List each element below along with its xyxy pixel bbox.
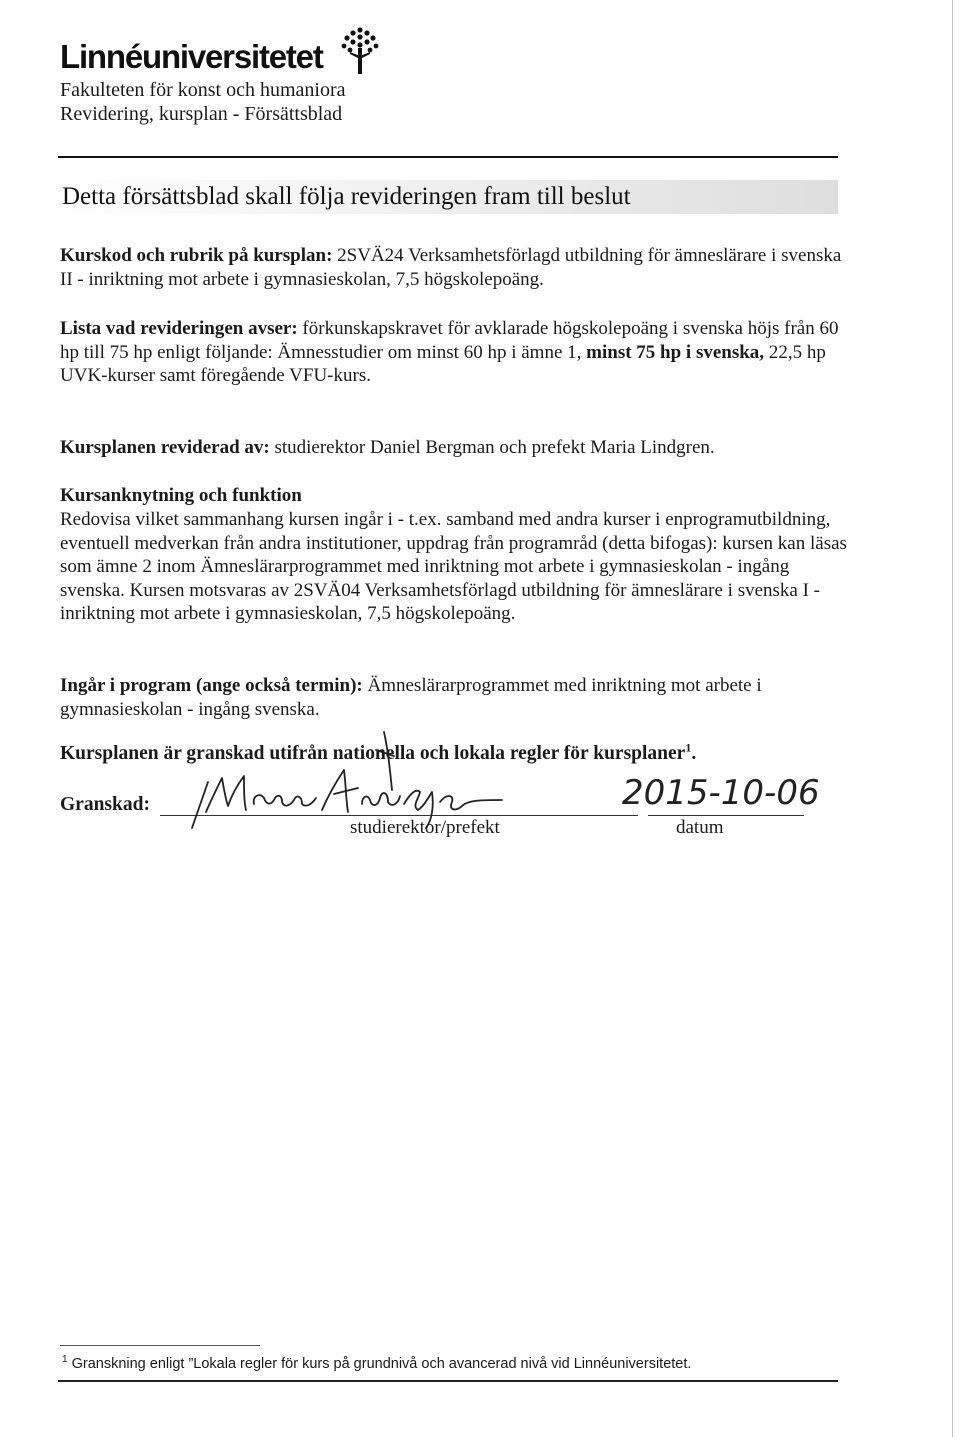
footnote-text: Granskning enligt ”Lokala regler för kurs på grundnivå och avancerad nivå vid Linnéuniversitetet.: [71, 1356, 692, 1372]
document-type: Revidering, kursplan - Försättsblad: [60, 103, 343, 125]
header-divider: [58, 156, 838, 158]
role-label: studierektor/prefekt: [350, 817, 500, 838]
bottom-divider: [58, 1380, 838, 1382]
connection-text: Redovisa vilket sammanhang kursen ingår i - t.ex. samband med andra kurser i enprogramutbildning, eventuell medverkan från andra institutioner, uppdrag från programråd (detta bifogas): kursen kan läsas som ämne 2 inom Ämneslärarprogrammet med inriktning mot arbete i gymnasieskolan - ingång svenska. Kursen motsvaras av 2SVÄ04 Verksamhetsförlagd utbildning för ämneslärare i svenska I - inriktning mot arbete i gymnasieskolan, 7,5 högskolepoäng.: [60, 509, 847, 624]
review-statement-text: Kursplanen är granskad utifrån nationella och lokala regler för kursplaner: [60, 743, 686, 764]
revision-emphasis: minst 75 hp i svenska,: [586, 341, 765, 363]
review-statement-end: .: [691, 743, 697, 764]
revision-section: [60, 317, 850, 388]
revision-text-end: 22,5 hp UVK-kurser samt föregående VFU-kurs.: [60, 341, 826, 386]
course-text: 2SVÄ24 Verksamhetsförlagd utbildning för ämneslärare i svenska II - inriktning mot arbete i gymnasieskolan, 7,5 högskolepoäng.: [60, 245, 842, 290]
reviewed-label: Granskad:: [60, 794, 150, 815]
program-text: Ämneslärarprogrammet med inriktning mot arbete i gymnasieskolan - ingång svenska.: [60, 675, 762, 720]
handwritten-date: [620, 766, 840, 816]
revision-text: förkunskapskravet för avklarade högskolepoäng i svenska höjs från 60 hp till 75 hp enligt följande: Ämnesstudier om minst 60 hp i ämne 1,: [60, 318, 839, 363]
course-label: Kurskod och rubrik på kursplan:: [60, 245, 333, 266]
footnote-divider: [60, 1345, 260, 1346]
connection-heading: [60, 484, 850, 508]
course-section: [60, 244, 850, 291]
date-label: datum: [676, 817, 724, 838]
faculty-name: Fakulteten för konst och humaniora: [60, 79, 346, 101]
revised-by-section: [60, 436, 850, 460]
banner-title: Detta försättsblad skall följa revideringen fram till beslut: [62, 183, 631, 210]
revised-by-label: Kursplanen reviderad av:: [60, 437, 270, 458]
university-logo-text: Linnéuniversitetet: [60, 38, 323, 75]
program-label: Ingår i program (ange också termin):: [60, 675, 363, 696]
connection-heading-text: Kursanknytning och funktion: [60, 485, 302, 506]
footnote-number: 1: [62, 1354, 68, 1366]
footnote-reference: 1: [685, 740, 692, 755]
tree-logo-icon: [338, 26, 382, 80]
handwritten-date-text: 2015-10-06: [622, 773, 820, 813]
footnote: [62, 1355, 691, 1373]
scan-edge: [952, 0, 953, 1437]
program-section: [60, 674, 850, 721]
revised-by-text: studierektor Daniel Bergman och prefekt Maria Lindgren.: [274, 437, 715, 458]
revision-label: Lista vad revideringen avser:: [60, 318, 298, 339]
